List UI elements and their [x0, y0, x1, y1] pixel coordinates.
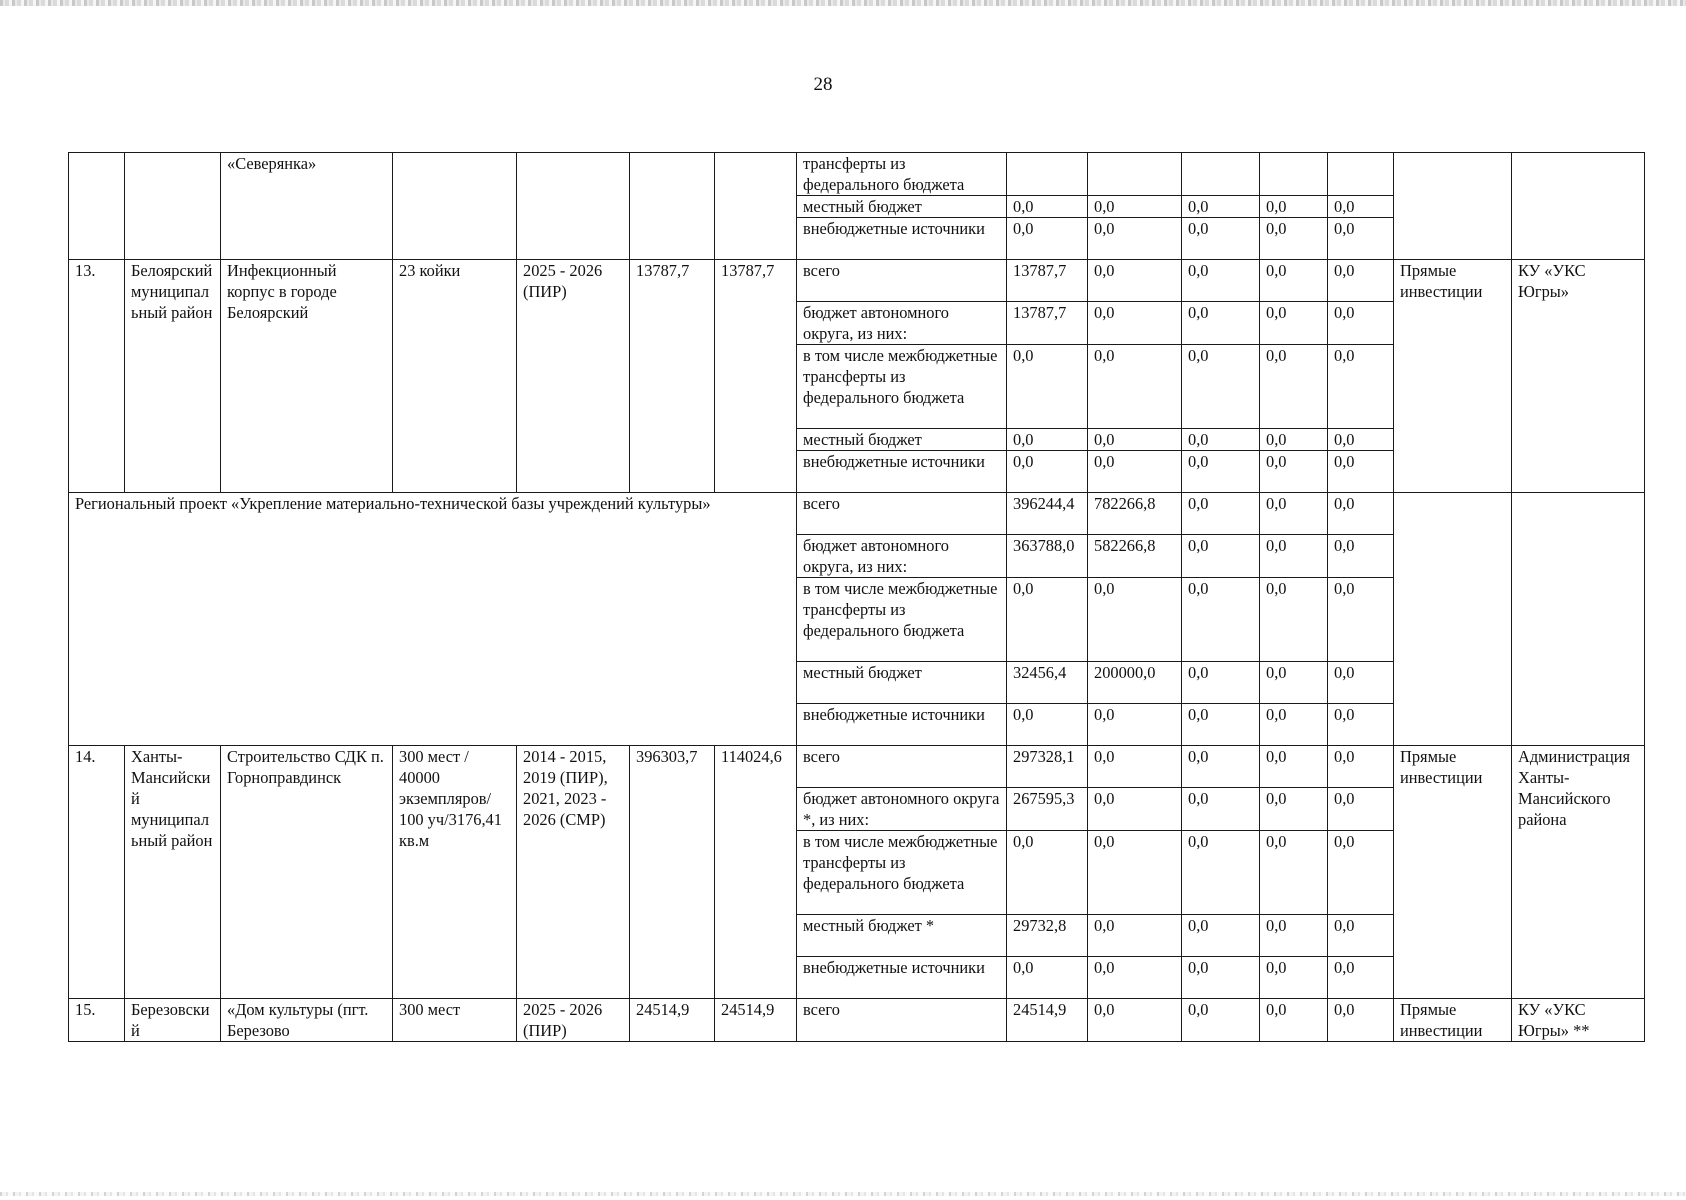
- source-cell: внебюджетные источники: [797, 218, 1007, 260]
- value-cell: 0,0: [1260, 345, 1328, 429]
- value-cell: 0,0: [1182, 788, 1260, 831]
- value-cell: 0,0: [1182, 302, 1260, 345]
- value-cell: 0,0: [1328, 429, 1394, 451]
- source-cell: бюджет автономного округа, из них:: [797, 535, 1007, 578]
- cost-remaining-cell: [715, 153, 797, 260]
- value-cell: 32456,4: [1007, 662, 1088, 704]
- table-row: [69, 493, 1645, 535]
- cost-remaining-cell: 13787,7: [715, 260, 797, 493]
- value-cell: 0,0: [1182, 831, 1260, 915]
- value-cell: 0,0: [1182, 196, 1260, 218]
- source-cell: местный бюджет: [797, 196, 1007, 218]
- value-cell: 0,0: [1260, 704, 1328, 746]
- value-cell: 0,0: [1260, 999, 1328, 1042]
- value-cell: 0,0: [1328, 345, 1394, 429]
- value-cell: 0,0: [1328, 196, 1394, 218]
- value-cell: 0,0: [1260, 662, 1328, 704]
- value-cell: 0,0: [1260, 196, 1328, 218]
- source-cell: трансферты из федерального бюджета: [797, 153, 1007, 196]
- value-cell: 29732,8: [1007, 915, 1088, 957]
- value-cell: 0,0: [1088, 957, 1182, 999]
- value-cell: 0,0: [1182, 662, 1260, 704]
- cost-remaining-cell: 24514,9: [715, 999, 797, 1042]
- value-cell: 0,0: [1328, 831, 1394, 915]
- value-cell: [1088, 153, 1182, 196]
- value-cell: 0,0: [1182, 218, 1260, 260]
- value-cell: 0,0: [1182, 957, 1260, 999]
- customer-cell: [1512, 493, 1645, 746]
- table-row: [69, 746, 1645, 788]
- source-cell: бюджет автономного округа, из них:: [797, 302, 1007, 345]
- table-row: [69, 260, 1645, 302]
- source-cell: в том числе межбюджетные трансферты из федерального бюджета: [797, 345, 1007, 429]
- value-cell: 0,0: [1260, 302, 1328, 345]
- cost-total-cell: 13787,7: [630, 260, 715, 493]
- customer-cell: КУ «УКС Югры» **: [1512, 999, 1645, 1042]
- cost-total-cell: 24514,9: [630, 999, 715, 1042]
- value-cell: 0,0: [1088, 746, 1182, 788]
- value-cell: 0,0: [1182, 999, 1260, 1042]
- value-cell: 0,0: [1328, 535, 1394, 578]
- value-cell: 0,0: [1328, 704, 1394, 746]
- value-cell: 0,0: [1260, 578, 1328, 662]
- value-cell: 0,0: [1182, 345, 1260, 429]
- value-cell: 0,0: [1007, 196, 1088, 218]
- value-cell: 0,0: [1328, 957, 1394, 999]
- source-cell: внебюджетные источники: [797, 957, 1007, 999]
- source-cell: внебюджетные источники: [797, 704, 1007, 746]
- value-cell: 0,0: [1182, 704, 1260, 746]
- value-cell: 396244,4: [1007, 493, 1088, 535]
- value-cell: 0,0: [1328, 746, 1394, 788]
- municipality-cell: Белоярский муниципальный район: [125, 260, 221, 493]
- value-cell: 0,0: [1328, 999, 1394, 1042]
- cost-remaining-cell: 114024,6: [715, 746, 797, 999]
- source-cell: в том числе межбюджетные трансферты из федерального бюджета: [797, 578, 1007, 662]
- source-cell: местный бюджет: [797, 662, 1007, 704]
- capacity-cell: 300 мест / 40000 экземпляров/ 100 уч/3176,41 кв.м: [393, 746, 517, 999]
- value-cell: 0,0: [1328, 260, 1394, 302]
- value-cell: 0,0: [1328, 788, 1394, 831]
- source-cell: всего: [797, 260, 1007, 302]
- value-cell: 0,0: [1007, 345, 1088, 429]
- period-cell: 2025 - 2026 (ПИР): [517, 260, 630, 493]
- page-number: 28: [813, 74, 833, 95]
- source-cell: местный бюджет *: [797, 915, 1007, 957]
- source-cell: местный бюджет: [797, 429, 1007, 451]
- capacity-cell: [393, 153, 517, 260]
- value-cell: 0,0: [1007, 429, 1088, 451]
- value-cell: 0,0: [1260, 451, 1328, 493]
- source-cell: в том числе межбюджетные трансферты из федерального бюджета: [797, 831, 1007, 915]
- value-cell: 0,0: [1260, 746, 1328, 788]
- value-cell: 0,0: [1260, 260, 1328, 302]
- value-cell: 0,0: [1328, 578, 1394, 662]
- mechanism-cell: [1394, 493, 1512, 746]
- value-cell: [1328, 153, 1394, 196]
- municipality-cell: Ханты-Мансийский муниципальный район: [125, 746, 221, 999]
- value-cell: 0,0: [1007, 831, 1088, 915]
- num-cell: [69, 153, 125, 260]
- value-cell: 13787,7: [1007, 260, 1088, 302]
- value-cell: 0,0: [1260, 535, 1328, 578]
- num-cell: 15.: [69, 999, 125, 1042]
- value-cell: 0,0: [1260, 429, 1328, 451]
- customer-cell: Администрация Ханты-Мансийского района: [1512, 746, 1645, 999]
- value-cell: 0,0: [1088, 345, 1182, 429]
- municipality-cell: Березовский: [125, 999, 221, 1042]
- value-cell: 0,0: [1088, 260, 1182, 302]
- mechanism-cell: Прямые инвестиции: [1394, 260, 1512, 493]
- value-cell: 0,0: [1007, 704, 1088, 746]
- scan-edge-bottom: [0, 1192, 1686, 1196]
- value-cell: 0,0: [1328, 915, 1394, 957]
- capacity-cell: 300 мест: [393, 999, 517, 1042]
- num-cell: 13.: [69, 260, 125, 493]
- value-cell: 782266,8: [1088, 493, 1182, 535]
- value-cell: 0,0: [1007, 957, 1088, 999]
- value-cell: 0,0: [1182, 915, 1260, 957]
- value-cell: 267595,3: [1007, 788, 1088, 831]
- object-cell: «Дом культуры (пгт. Березово: [221, 999, 393, 1042]
- customer-cell: [1512, 153, 1645, 260]
- value-cell: 0,0: [1182, 578, 1260, 662]
- value-cell: 0,0: [1007, 218, 1088, 260]
- value-cell: 13787,7: [1007, 302, 1088, 345]
- value-cell: 0,0: [1182, 535, 1260, 578]
- capacity-cell: 23 койки: [393, 260, 517, 493]
- municipality-cell: [125, 153, 221, 260]
- mechanism-cell: Прямые инвестиции: [1394, 746, 1512, 999]
- value-cell: 0,0: [1088, 429, 1182, 451]
- value-cell: 0,0: [1260, 493, 1328, 535]
- value-cell: 0,0: [1182, 451, 1260, 493]
- value-cell: 0,0: [1328, 662, 1394, 704]
- value-cell: [1007, 153, 1088, 196]
- value-cell: 0,0: [1328, 302, 1394, 345]
- investment-table: [68, 152, 1645, 1042]
- value-cell: [1182, 153, 1260, 196]
- object-cell: «Северянка»: [221, 153, 393, 260]
- object-cell: Строительство СДК п. Горноправдинск: [221, 746, 393, 999]
- value-cell: 0,0: [1088, 788, 1182, 831]
- source-cell: внебюджетные источники: [797, 451, 1007, 493]
- value-cell: 363788,0: [1007, 535, 1088, 578]
- value-cell: 0,0: [1088, 451, 1182, 493]
- mechanism-cell: Прямые инвестиции: [1394, 999, 1512, 1042]
- value-cell: [1260, 153, 1328, 196]
- value-cell: 0,0: [1088, 218, 1182, 260]
- value-cell: 0,0: [1260, 218, 1328, 260]
- period-cell: 2025 - 2026 (ПИР): [517, 999, 630, 1042]
- value-cell: 0,0: [1088, 578, 1182, 662]
- value-cell: 0,0: [1088, 999, 1182, 1042]
- value-cell: 0,0: [1088, 915, 1182, 957]
- value-cell: 0,0: [1182, 493, 1260, 535]
- customer-cell: КУ «УКС Югры»: [1512, 260, 1645, 493]
- scan-edge-top: [0, 0, 1686, 6]
- value-cell: 0,0: [1007, 451, 1088, 493]
- value-cell: 0,0: [1088, 831, 1182, 915]
- object-cell: Инфекционный корпус в городе Белоярский: [221, 260, 393, 493]
- value-cell: 0,0: [1260, 788, 1328, 831]
- value-cell: 0,0: [1260, 957, 1328, 999]
- value-cell: 582266,8: [1088, 535, 1182, 578]
- period-cell: 2014 - 2015, 2019 (ПИР), 2021, 2023 - 2026 (СМР): [517, 746, 630, 999]
- cost-total-cell: [630, 153, 715, 260]
- value-cell: 24514,9: [1007, 999, 1088, 1042]
- source-cell: всего: [797, 746, 1007, 788]
- regional-project-title: Региональный проект «Укрепление материально-технической базы учреждений культуры»: [69, 493, 797, 746]
- value-cell: 0,0: [1088, 196, 1182, 218]
- value-cell: 0,0: [1182, 746, 1260, 788]
- source-cell: бюджет автономного округа *, из них:: [797, 788, 1007, 831]
- value-cell: 0,0: [1260, 915, 1328, 957]
- num-cell: 14.: [69, 746, 125, 999]
- value-cell: 0,0: [1088, 302, 1182, 345]
- source-cell: всего: [797, 493, 1007, 535]
- value-cell: 297328,1: [1007, 746, 1088, 788]
- value-cell: 0,0: [1007, 578, 1088, 662]
- mechanism-cell: [1394, 153, 1512, 260]
- value-cell: 0,0: [1088, 704, 1182, 746]
- value-cell: 0,0: [1328, 451, 1394, 493]
- source-cell: всего: [797, 999, 1007, 1042]
- table-row: [69, 153, 1645, 196]
- value-cell: 0,0: [1182, 429, 1260, 451]
- value-cell: 0,0: [1328, 493, 1394, 535]
- value-cell: 0,0: [1328, 218, 1394, 260]
- value-cell: 0,0: [1260, 831, 1328, 915]
- value-cell: 0,0: [1182, 260, 1260, 302]
- table-row: [69, 999, 1645, 1042]
- value-cell: 200000,0: [1088, 662, 1182, 704]
- period-cell: [517, 153, 630, 260]
- cost-total-cell: 396303,7: [630, 746, 715, 999]
